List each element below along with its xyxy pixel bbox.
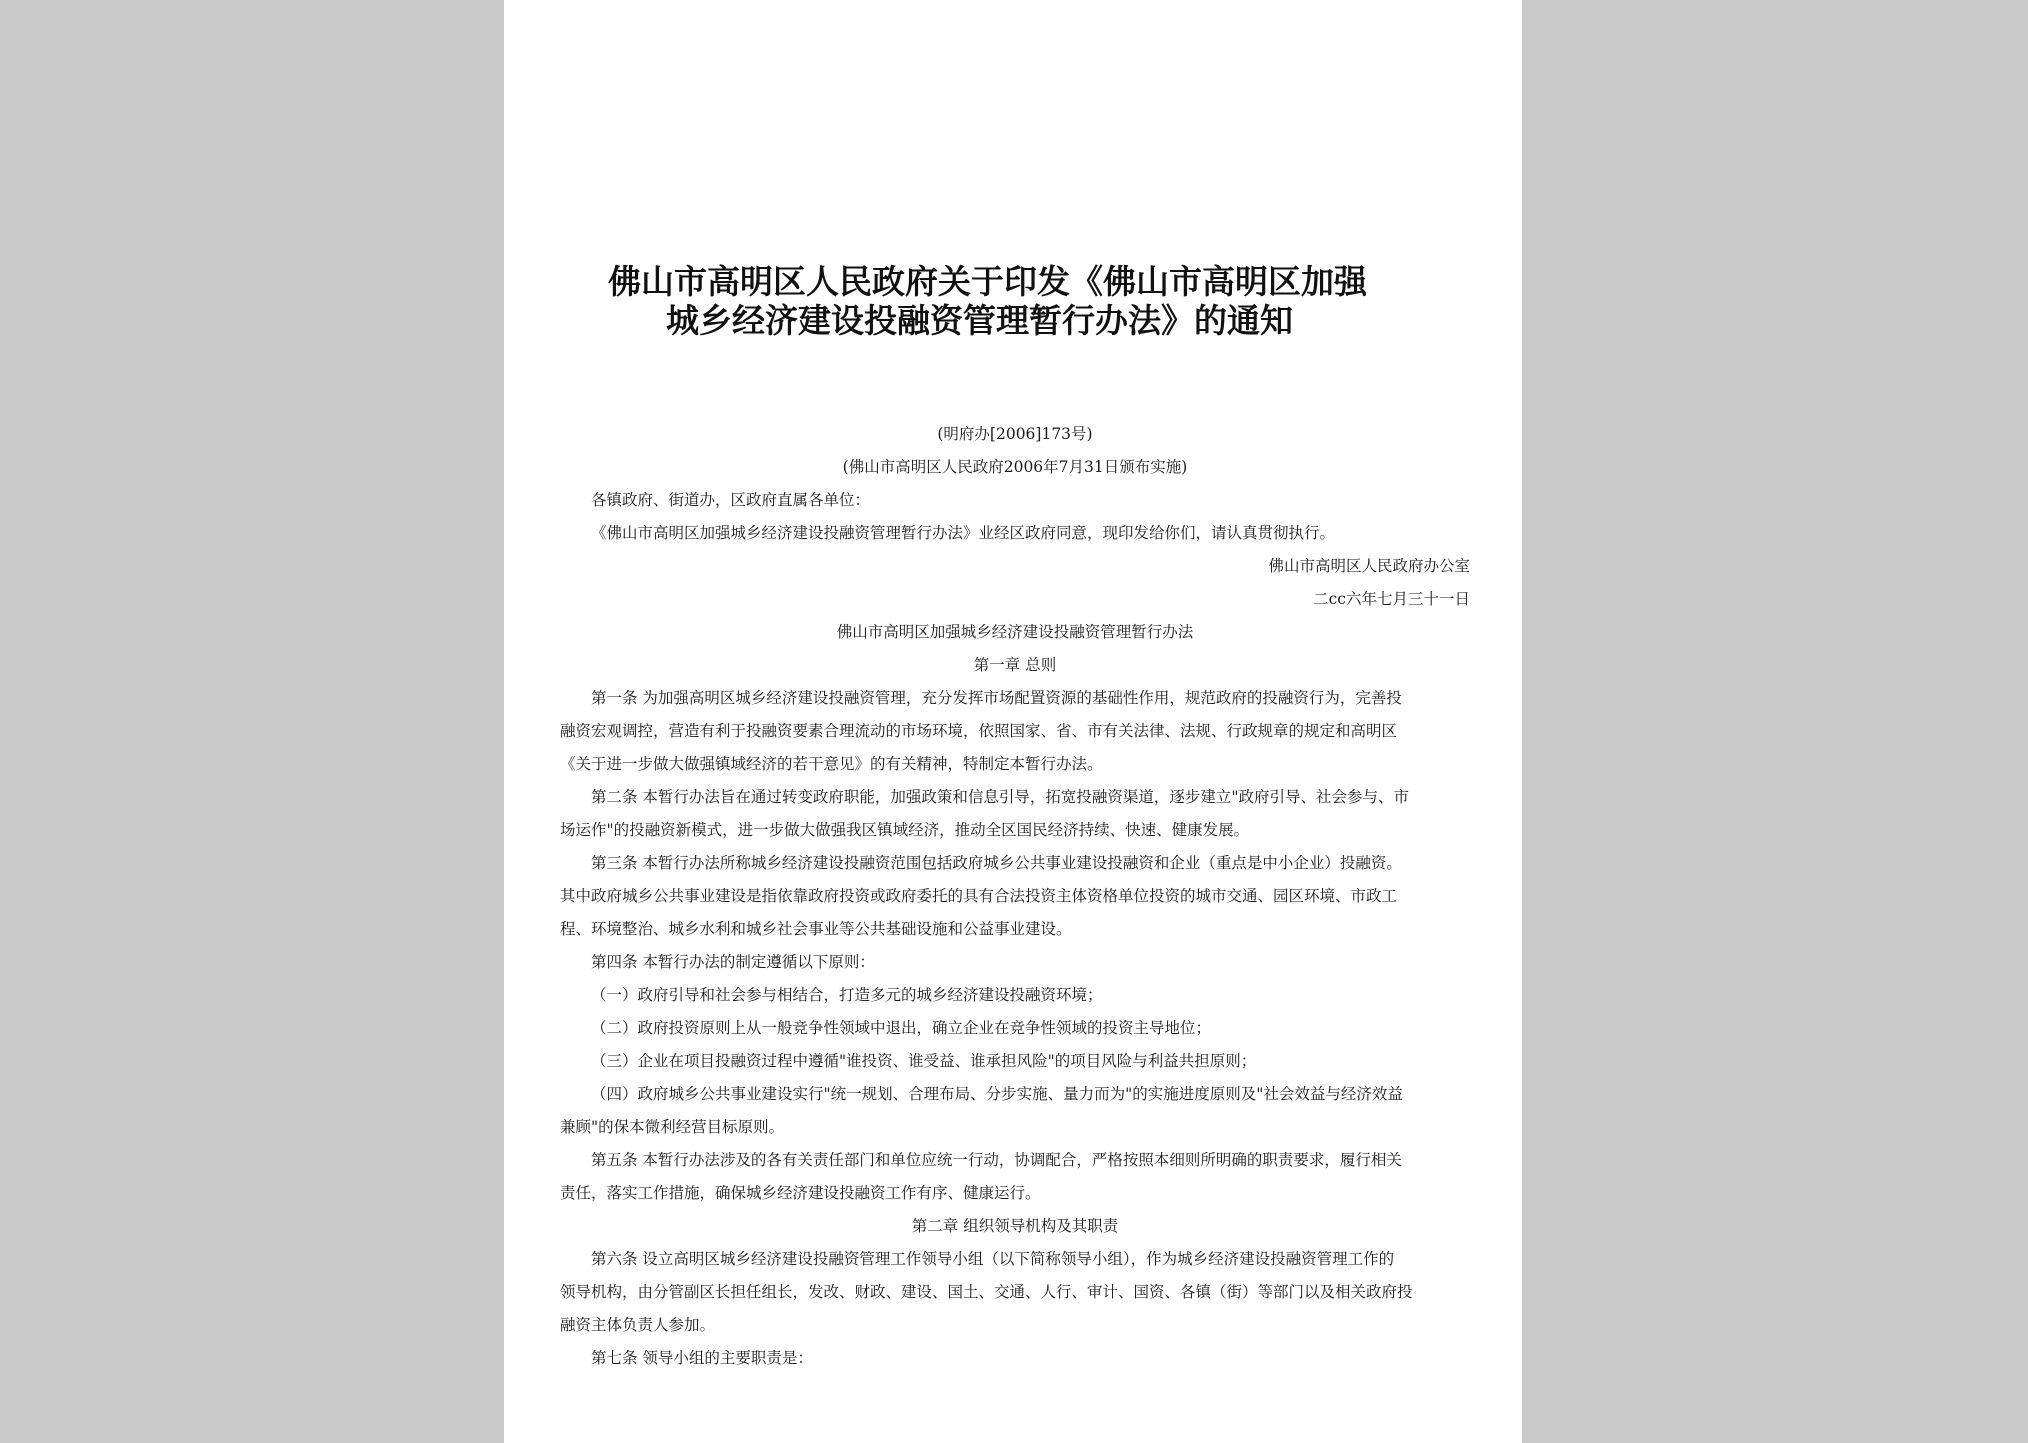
promulgation-note: (佛山市高明区人民政府2006年7月31日颁布实施) [842,458,1188,476]
measures-title: 佛山市高明区加强城乡经济建设投融资管理暂行办法 [836,623,1194,641]
document-body [560,418,1470,1375]
issuer: 佛山市高明区人民政府办公室 [1268,557,1470,575]
article-line: 融资主体负责人参加。 [560,1316,716,1334]
principle-item: （三）企业在项目投融资过程中遵循"谁投资、谁受益、谁承担风险"的项目风险与利益共担原则； [591,1052,1257,1070]
article-line: 融资宏观调控，营造有利于投融资要素合理流动的市场环境，依照国家、省、市有关法律、法规、行政规章的规定和高明区 [560,722,1398,740]
addressee: 各镇政府、街道办，区政府直属各单位： [591,491,871,509]
article-line: 第四条 本暂行办法的制定遵循以下原则： [591,953,875,971]
notice-body: 《佛山市高明区加强城乡经济建设投融资管理暂行办法》业经区政府同意，现印发给你们，请认真贯彻执行。 [591,524,1336,542]
principle-item: 兼顾"的保本微利经营目标原则。 [560,1118,785,1136]
article-line: 第一条 为加强高明区城乡经济建设投融资管理，充分发挥市场配置资源的基础性作用，规范政府的投融资行为，完善投 [591,689,1402,707]
article-line: 《关于进一步做大做强镇域经济的若干意见》的有关精神，特制定本暂行办法。 [560,755,1103,773]
doc-number: (明府办[2006]173号) [937,425,1093,443]
article-line: 场运作"的投融资新模式，进一步做大做强我区镇域经济，推动全区国民经济持续、快速、健康发展。 [560,821,1250,839]
principle-item: （一）政府引导和社会参与相结合，打造多元的城乡经济建设投融资环境； [591,986,1103,1004]
chapter-heading: 第一章 总则 [973,656,1057,674]
article-line: 第二条 本暂行办法旨在通过转变政府职能，加强政策和信息引导，拓宽投融资渠道，逐步建立"政府引导、社会参与、市 [591,788,1410,806]
article-line: 责任，落实工作措施，确保城乡经济建设投融资工作有序、健康运行。 [560,1184,1041,1202]
chapter-heading: 第二章 组织领导机构及其职责 [911,1217,1119,1235]
issue-date: 二cc六年七月三十一日 [1313,590,1470,608]
article-line: 领导机构，由分管副区长担任组长，发改、财政、建设、国土、交通、人行、审计、国资、各镇（街）等部门以及相关政府投 [560,1283,1413,1301]
title-line-2: 城乡经济建设投融资管理暂行办法》的通知 [666,301,1293,340]
title-line-1: 佛山市高明区人民政府关于印发《佛山市高明区加强 [608,262,1367,301]
article-line: 第五条 本暂行办法涉及的各有关责任部门和单位应统一行动，协调配合，严格按照本细则所明确的职责要求，履行相关 [591,1151,1402,1169]
document-page [504,0,1522,1443]
article-line: 第三条 本暂行办法所称城乡经济建设投融资范围包括政府城乡公共事业建设投融资和企业（重点是中小企业）投融资。 [591,854,1402,872]
article-line: 程、环境整治、城乡水利和城乡社会事业等公共基础设施和公益事业建设。 [560,920,1072,938]
article-line: 第七条 领导小组的主要职责是： [591,1349,813,1367]
principle-item: （二）政府投资原则上从一般竞争性领域中退出，确立企业在竞争性领域的投资主导地位； [591,1019,1212,1037]
article-line: 其中政府城乡公共事业建设是指依靠政府投资或政府委托的具有合法投资主体资格单位投资的城市交通、园区环境、市政工 [560,887,1398,905]
article-line: 第六条 设立高明区城乡经济建设投融资管理工作领导小组（以下简称领导小组），作为城乡经济建设投融资管理工作的 [591,1250,1395,1268]
document-title [584,262,1464,340]
principle-item: （四）政府城乡公共事业建设实行"统一规划、合理布局、分步实施、量力而为"的实施进度原则及"社会效益与经济效益 [591,1085,1403,1103]
